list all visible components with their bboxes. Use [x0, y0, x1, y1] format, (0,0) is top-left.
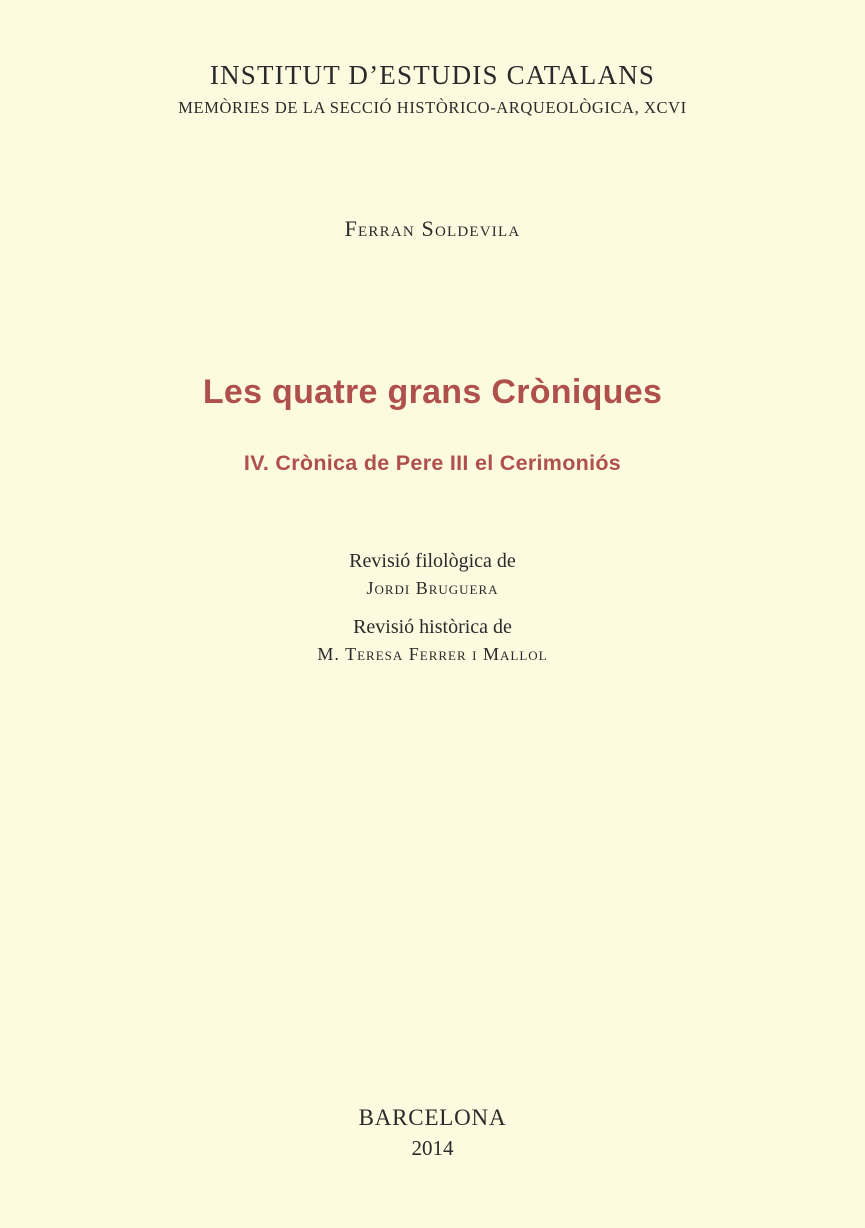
author-name: Ferran Soldevila [344, 216, 521, 241]
philological-revision-label: Revisió filològica de [349, 550, 516, 572]
philological-reviser-name: Jordi Bruguera [366, 578, 499, 598]
imprint-year: 2014 [411, 1136, 454, 1160]
series-line: MEMÒRIES DE LA SECCIÓ HISTÒRICO-ARQUEOLÒGICA, XCVI [178, 98, 687, 117]
historical-revision-label: Revisió històrica de [353, 616, 512, 638]
historical-reviser-name: M. Teresa Ferrer i Mallol [317, 644, 548, 664]
imprint-city: BARCELONA [358, 1105, 507, 1130]
book-title: Les quatre grans Cròniques [202, 373, 663, 411]
book-subtitle: IV. Crònica de Pere III el Cerimoniós [243, 451, 622, 475]
institute-name: INSTITUT D’ESTUDIS CATALANS [209, 60, 656, 90]
